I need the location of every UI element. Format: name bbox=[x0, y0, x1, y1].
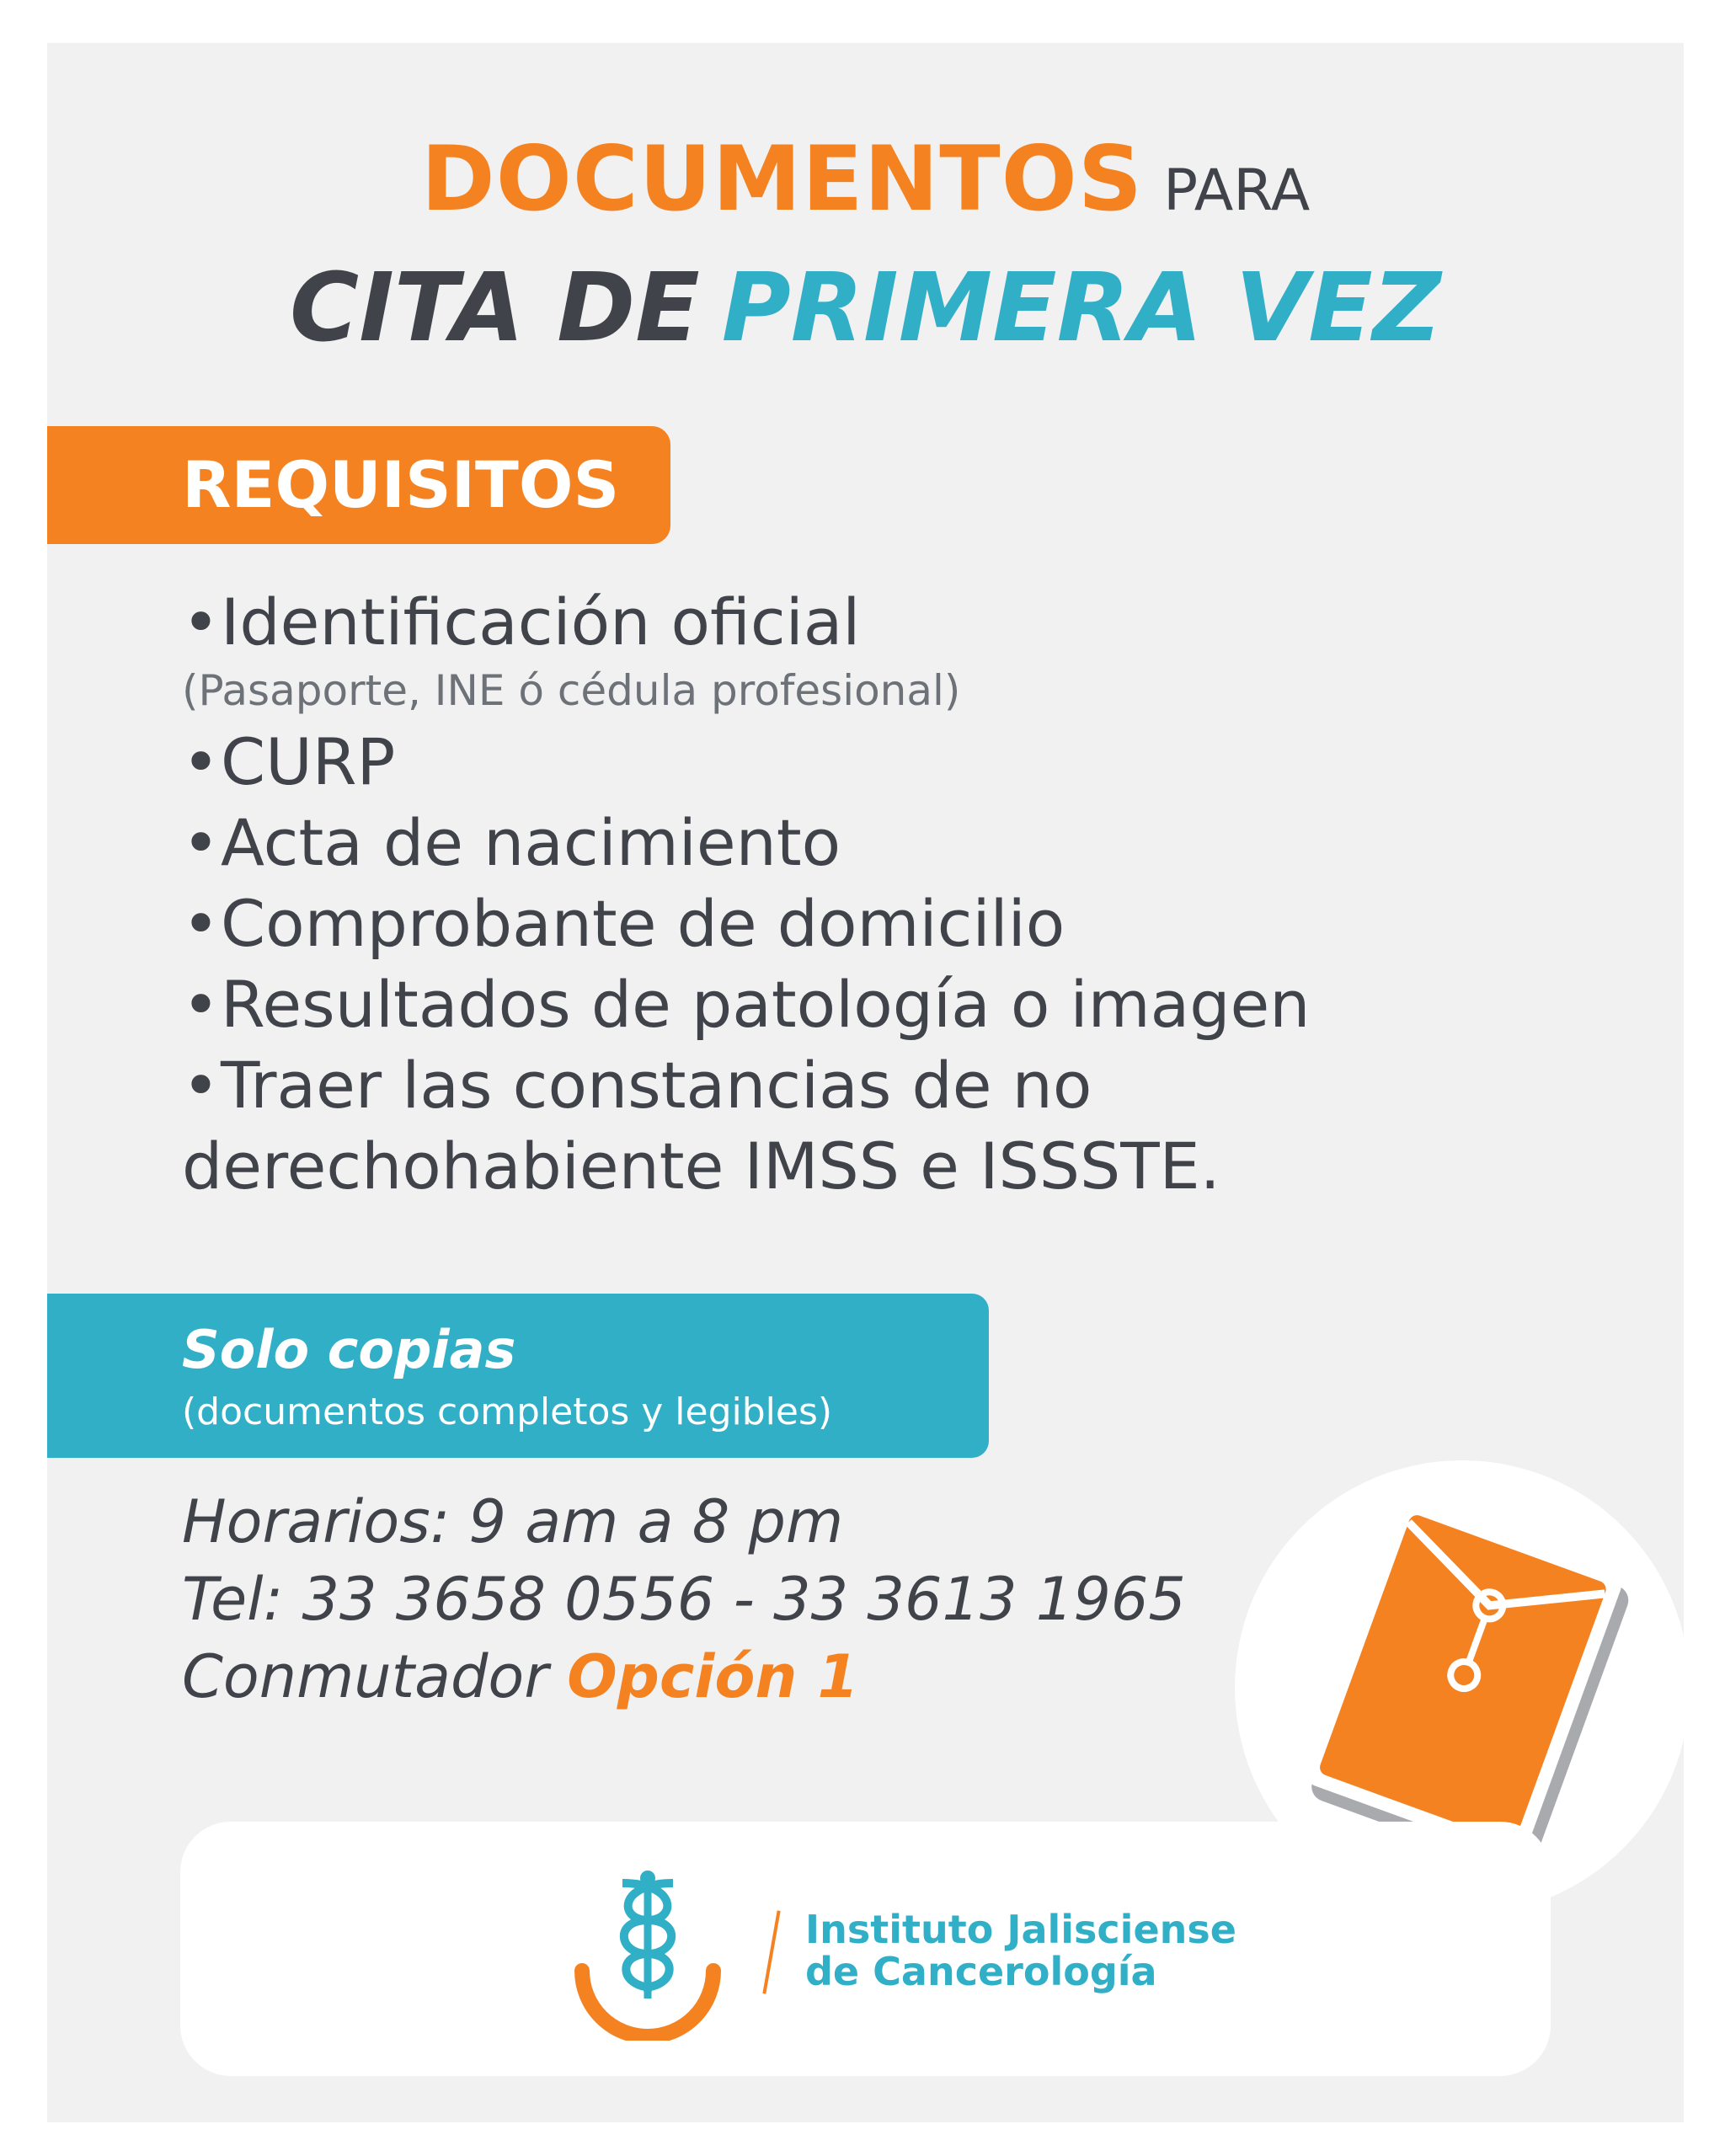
item-curp: CURP bbox=[221, 724, 396, 799]
requisitos-banner bbox=[47, 426, 670, 544]
bullet: • bbox=[182, 805, 220, 880]
list-item bbox=[182, 722, 1631, 803]
contact-info bbox=[182, 1483, 1186, 1716]
institute-name-line2: de Cancerología bbox=[805, 1949, 1157, 1994]
bullet: • bbox=[182, 584, 220, 659]
solo-copias-subtitle: (documentos completos y legibles) bbox=[182, 1390, 833, 1433]
list-item bbox=[182, 883, 1631, 964]
item-identificacion: Identificación oficial bbox=[221, 584, 861, 659]
page-title-line1 bbox=[47, 127, 1684, 231]
solo-copias-banner bbox=[47, 1294, 989, 1458]
title-cita-de: CITA DE bbox=[290, 253, 700, 363]
requirements-list bbox=[182, 582, 1631, 1207]
conmutador-label: Conmutador bbox=[182, 1642, 549, 1711]
institute-name bbox=[805, 1908, 1236, 1993]
institute-name-line1: Instituto Jalisciense bbox=[805, 1907, 1236, 1952]
item-acta: Acta de nacimiento bbox=[221, 805, 841, 880]
solo-copias-title: Solo copias bbox=[182, 1319, 516, 1380]
title-para: PARA bbox=[1163, 157, 1311, 224]
logo-divider bbox=[762, 1910, 780, 1993]
poster-card bbox=[47, 43, 1684, 2122]
list-item bbox=[182, 803, 1631, 883]
list-item bbox=[182, 964, 1631, 1045]
list-item bbox=[182, 582, 1631, 663]
horarios-text: Horarios: 9 am a 8 pm bbox=[182, 1487, 844, 1556]
requisitos-label: REQUISITOS bbox=[182, 447, 620, 522]
bullet: • bbox=[182, 724, 220, 799]
title-primera-vez: PRIMERA VEZ bbox=[721, 253, 1441, 363]
item-resultados: Resultados de patología o imagen bbox=[221, 967, 1311, 1042]
bullet: • bbox=[182, 1048, 220, 1123]
item-identificacion-note: (Pasaporte, INE ó cédula profesional) bbox=[182, 666, 961, 715]
item-constancias: Traer las constancias de no bbox=[221, 1048, 1092, 1123]
footer-logo-panel bbox=[180, 1822, 1551, 2076]
opcion-text: Opción 1 bbox=[567, 1642, 859, 1711]
bullet: • bbox=[182, 967, 220, 1042]
item-comprobante: Comprobante de domicilio bbox=[221, 886, 1065, 961]
phone-text: Tel: 33 3658 0556 - 33 3613 1965 bbox=[182, 1565, 1186, 1634]
conmutador-line bbox=[182, 1638, 1186, 1716]
item-constancias-cont: derechohabiente IMSS e ISSSTE. bbox=[182, 1129, 1220, 1203]
caduceus-logo-icon bbox=[563, 1860, 732, 2041]
list-item bbox=[182, 1045, 1631, 1126]
page-title-line2 bbox=[47, 253, 1684, 363]
title-documentos: DOCUMENTOS bbox=[420, 127, 1144, 231]
bullet: • bbox=[182, 886, 220, 961]
